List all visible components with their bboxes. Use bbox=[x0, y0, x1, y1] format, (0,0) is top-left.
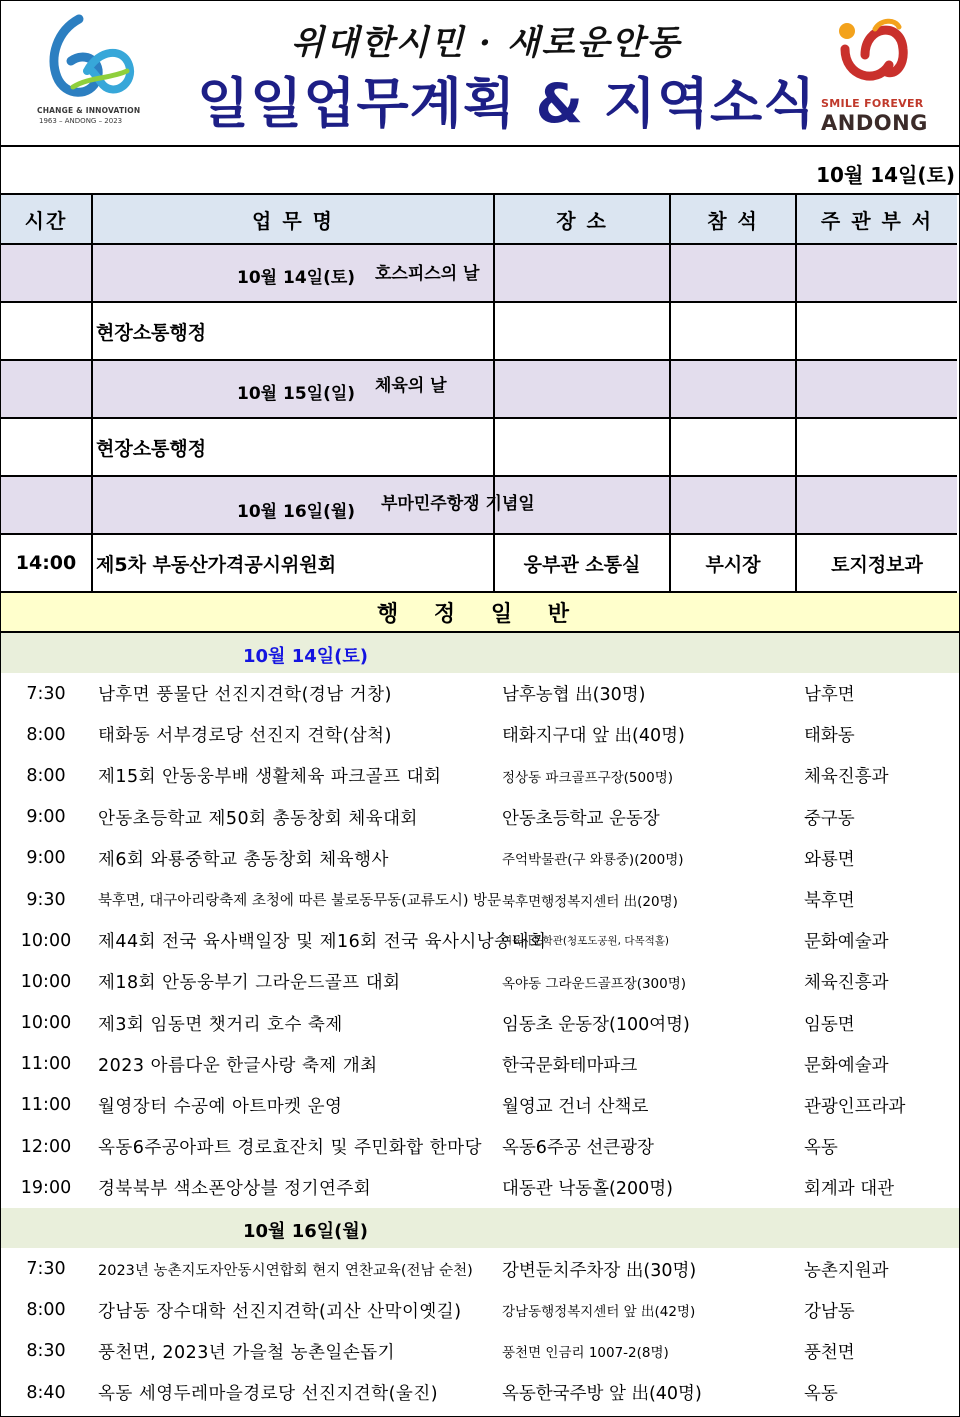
event-name: 월영장터 수공예 아트마켓 운영 bbox=[98, 1096, 343, 1117]
table-cell bbox=[495, 303, 671, 361]
event-row bbox=[1, 1331, 959, 1372]
event-time: 12:00 bbox=[20, 1136, 72, 1157]
event-name: 제6회 와룡중학교 총동창회 체육행사 bbox=[98, 849, 389, 870]
attendee-cell: 부시장 bbox=[671, 535, 797, 593]
event-time: 9:00 bbox=[26, 848, 66, 869]
table-cell bbox=[797, 303, 957, 361]
event-name: 태화동 서부경로당 선진지 견학(삼척) bbox=[98, 726, 392, 747]
event-place: 풍천면 인금리 1007-2(8명) bbox=[502, 1345, 669, 1362]
event-time: 7:30 bbox=[26, 683, 66, 704]
event-dept: 북후면 bbox=[804, 891, 855, 912]
table-cell bbox=[671, 477, 797, 535]
event-time: 10:00 bbox=[20, 1013, 72, 1034]
task-cell: 현장소통행정 bbox=[93, 419, 495, 477]
event-row bbox=[1, 1372, 959, 1413]
table-cell bbox=[797, 361, 957, 419]
table-cell bbox=[1, 303, 93, 361]
event-dept: 회계과 대관 bbox=[804, 1179, 895, 1200]
event-time: 8:40 bbox=[26, 1382, 66, 1403]
table-cell bbox=[671, 361, 797, 419]
event-name: 2023년 농촌지도자안동시연합회 현지 연찬교육(전남 순천) bbox=[98, 1262, 473, 1279]
event-name: 제44회 전국 육사백일장 및 제16회 전국 육사시낭송대회 bbox=[98, 932, 547, 953]
event-name: 안동초등학교 제50회 총동창회 체육대회 bbox=[98, 808, 418, 829]
event-time: 10:00 bbox=[20, 971, 72, 992]
event-place: 남후농협 出(30명) bbox=[502, 685, 646, 706]
event-place: 한국문화테마파크 bbox=[502, 1055, 638, 1076]
event-place: 강남동행정복지센터 앞 出(42명) bbox=[502, 1304, 696, 1321]
event-dept: 풍천면 bbox=[804, 1342, 855, 1363]
table-cell bbox=[797, 477, 957, 535]
event-place: 옥야동 그라운드골프장(300명) bbox=[502, 975, 687, 992]
day-observance: 체육의 날 bbox=[375, 376, 447, 396]
day-date-cell bbox=[93, 245, 495, 303]
day-band bbox=[1, 633, 959, 673]
event-time: 9:00 bbox=[26, 807, 66, 828]
event-dept: 임동면 bbox=[804, 1014, 855, 1035]
event-list bbox=[1, 673, 959, 1208]
event-time: 11:00 bbox=[20, 1095, 72, 1116]
event-row bbox=[1, 1085, 959, 1126]
left-logo-line2: 1963 – ANDONG – 2023 bbox=[39, 117, 123, 125]
day-observance: 부마민주항쟁 기념일 bbox=[381, 494, 535, 514]
event-place: 정상동 파크골프구장(500명) bbox=[502, 769, 674, 786]
task-cell: 제5차 부동산가격공시위원회 bbox=[93, 535, 495, 593]
event-time: 10:00 bbox=[20, 930, 72, 951]
event-dept: 체육진흥과 bbox=[804, 767, 889, 788]
page-title: 일일업무계획 & 지역소식 bbox=[197, 72, 817, 135]
event-time: 8:00 bbox=[26, 765, 66, 786]
event-place: 강변둔치주차장 出(30명) bbox=[502, 1260, 697, 1281]
event-dept: 문화예술과 bbox=[804, 932, 889, 953]
schedule-date: 10월 14일(토) bbox=[237, 268, 356, 288]
event-row bbox=[1, 1290, 959, 1331]
event-time: 9:30 bbox=[26, 889, 66, 910]
event-time: 19:00 bbox=[20, 1177, 72, 1198]
right-logo-line2: ANDONG bbox=[821, 111, 928, 135]
table-cell bbox=[495, 245, 671, 303]
col-header-dept: 주 관 부 서 bbox=[797, 195, 957, 245]
table-cell bbox=[671, 303, 797, 361]
day-observance: 호스피스의 날 bbox=[375, 264, 480, 284]
table-cell bbox=[495, 419, 671, 477]
event-place: 태화지구대 앞 出(40명) bbox=[502, 726, 685, 747]
col-header-time: 시간 bbox=[1, 195, 93, 245]
event-dept: 옥동 bbox=[804, 1138, 838, 1159]
event-row bbox=[1, 797, 959, 838]
event-dept: 중구동 bbox=[804, 808, 855, 829]
table-cell bbox=[1, 477, 93, 535]
time-cell: 14:00 bbox=[1, 535, 93, 593]
task-cell: 현장소통행정 bbox=[93, 303, 495, 361]
col-header-task: 업 무 명 bbox=[93, 195, 495, 245]
event-name: 2023 아름다운 한글사랑 축제 개최 bbox=[98, 1055, 378, 1076]
event-place: 옥동한국주방 앞 出(40명) bbox=[502, 1384, 702, 1405]
event-place: 대동관 낙동홀(200명) bbox=[502, 1179, 673, 1200]
day-band-date: 10월 14일(토) bbox=[243, 646, 368, 667]
event-dept: 문화예술과 bbox=[804, 1055, 889, 1076]
event-time: 8:00 bbox=[26, 724, 66, 745]
general-admin-title: 행 정 일 반 bbox=[1, 593, 959, 633]
event-dept: 옥동 bbox=[804, 1384, 838, 1405]
event-name: 제15회 안동웅부배 생활체육 파크골프 대회 bbox=[98, 767, 442, 788]
event-row bbox=[1, 879, 959, 920]
event-dept: 강남동 bbox=[804, 1301, 855, 1322]
event-dept: 와룡면 bbox=[804, 849, 855, 870]
table-cell bbox=[671, 245, 797, 303]
event-row bbox=[1, 1167, 959, 1208]
event-name: 풍천면, 2023년 가을철 농촌일손돕기 bbox=[98, 1342, 396, 1363]
day-band-date: 10월 16일(월) bbox=[243, 1221, 368, 1243]
table-cell bbox=[797, 245, 957, 303]
event-dept: 농촌지원과 bbox=[804, 1260, 889, 1281]
event-name: 경북북부 색소폰앙상블 정기연주회 bbox=[98, 1179, 372, 1200]
event-place: 안동초등학교 운동장 bbox=[502, 808, 660, 829]
event-place: 북후면행정복지센터 出(20명) bbox=[502, 893, 678, 910]
schedule-date: 10월 16일(월) bbox=[237, 502, 356, 522]
event-row bbox=[1, 838, 959, 879]
table-cell bbox=[1, 419, 93, 477]
event-time: 8:00 bbox=[26, 1300, 66, 1321]
dept-cell: 토지정보과 bbox=[797, 535, 957, 593]
header-slogan: 위대한시민 · 새로운안동 bbox=[291, 23, 681, 63]
event-name: 제18회 안동웅부기 그라운드골프 대회 bbox=[98, 973, 401, 994]
table-cell bbox=[671, 419, 797, 477]
document-header bbox=[1, 1, 959, 147]
andong-60th-logo bbox=[31, 13, 151, 133]
event-time: 7:30 bbox=[26, 1259, 66, 1280]
event-row bbox=[1, 755, 959, 796]
report-date-row bbox=[1, 147, 959, 195]
day-date-cell bbox=[93, 477, 535, 535]
event-row bbox=[1, 1003, 959, 1044]
event-dept: 태화동 bbox=[804, 726, 855, 747]
report-date: 10월 14일(토) bbox=[816, 163, 955, 187]
event-row bbox=[1, 714, 959, 755]
event-name: 남후면 풍물단 선진지견학(경남 거창) bbox=[98, 685, 392, 706]
event-time: 8:30 bbox=[26, 1341, 66, 1362]
event-name: 옥동6주공아파트 경로효잔치 및 주민화합 한마당 bbox=[98, 1138, 482, 1159]
anniversary-60-icon bbox=[43, 13, 139, 105]
day-band bbox=[1, 1208, 959, 1248]
smile-andong-mark-icon bbox=[837, 15, 913, 93]
smile-andong-logo bbox=[819, 15, 931, 139]
event-name: 강남동 장수대학 선진지견학(괴산 산막이옛길) bbox=[98, 1301, 462, 1322]
event-time: 11:00 bbox=[20, 1054, 72, 1075]
table-cell bbox=[1, 245, 93, 303]
schedule-table bbox=[1, 195, 959, 593]
event-name: 옥동 세영두레마을경로당 선진지견학(울진) bbox=[98, 1384, 439, 1405]
event-place: 이육사문학관(청포도공원, 다목적홀) bbox=[502, 935, 670, 948]
schedule-date: 10월 15일(일) bbox=[237, 384, 356, 404]
event-dept: 남후면 bbox=[804, 685, 855, 706]
event-row bbox=[1, 1044, 959, 1085]
event-row bbox=[1, 1248, 959, 1289]
left-logo-line1: CHANGE & INNOVATION bbox=[37, 106, 141, 115]
event-name: 북후면, 대구아리랑축제 초청에 따른 불로동무동(교류도시) 방문 bbox=[98, 893, 502, 910]
right-logo-line1: SMILE FOREVER bbox=[821, 97, 924, 110]
table-cell bbox=[495, 361, 671, 419]
event-place: 옥동6주공 선큰광장 bbox=[502, 1138, 654, 1159]
col-header-attendee: 참 석 bbox=[671, 195, 797, 245]
day-date-cell bbox=[93, 361, 495, 419]
event-list bbox=[1, 1248, 959, 1413]
event-dept: 체육진흥과 bbox=[804, 973, 889, 994]
event-place: 주억박물관(구 와룡중)(200명) bbox=[502, 852, 684, 869]
event-dept: 관광인프라과 bbox=[804, 1096, 906, 1117]
table-cell bbox=[797, 419, 957, 477]
event-row bbox=[1, 961, 959, 1002]
table-cell bbox=[1, 361, 93, 419]
col-header-place: 장 소 bbox=[495, 195, 671, 245]
event-row bbox=[1, 920, 959, 961]
place-cell: 웅부관 소통실 bbox=[495, 535, 671, 593]
event-row bbox=[1, 1126, 959, 1167]
general-admin-list bbox=[1, 633, 959, 1413]
event-place: 월영교 건너 산책로 bbox=[502, 1096, 649, 1117]
event-name: 제3회 임동면 챗거리 호수 축제 bbox=[98, 1014, 343, 1035]
event-row bbox=[1, 673, 959, 714]
event-place: 임동초 운동장(100여명) bbox=[502, 1014, 690, 1035]
